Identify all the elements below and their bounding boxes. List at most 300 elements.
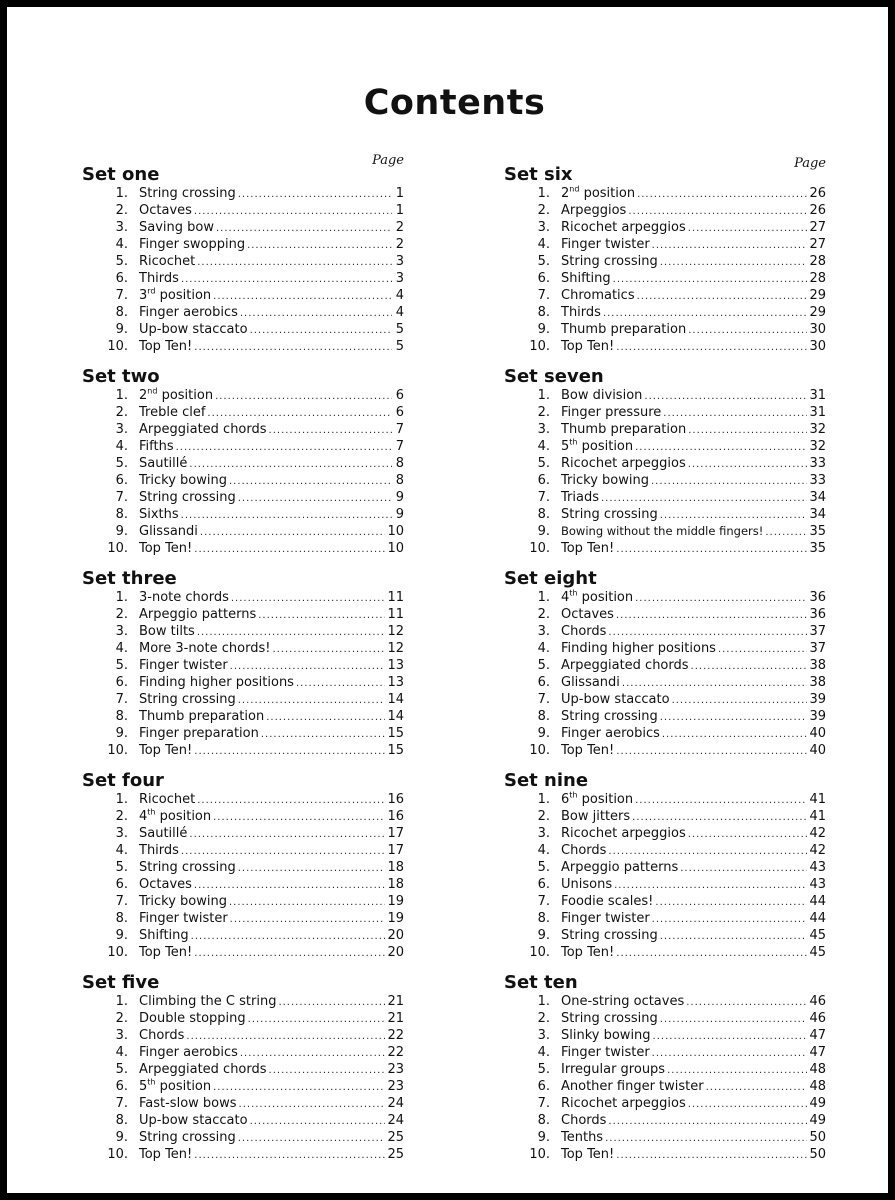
ordinal-suffix: th (147, 1077, 156, 1087)
entry-page-number: 42 (809, 843, 826, 858)
entry-page-number: 1 (395, 203, 404, 218)
contents-entry (82, 506, 404, 523)
dot-leader (238, 692, 386, 709)
set-heading: Set five (82, 972, 160, 993)
dot-leader (197, 624, 386, 641)
entry-title (139, 623, 195, 640)
entry-title (561, 270, 611, 287)
entry-page-number: 21 (387, 1011, 404, 1026)
entry-title (139, 202, 192, 219)
entry-number: 2. (537, 607, 550, 622)
contents-entry (504, 1010, 826, 1027)
entry-page-number: 15 (387, 743, 404, 758)
entry-title-text: Finger twister (139, 911, 228, 926)
entry-title-text: Ricochet arpeggios (561, 826, 686, 841)
entry-number: 4. (115, 1045, 128, 1060)
dot-leader (635, 590, 807, 607)
entry-page-number: 26 (809, 186, 826, 201)
entry-title-text: Finger aerobics (561, 726, 660, 741)
entry-page-number: 18 (387, 860, 404, 875)
entry-number: 5. (115, 1062, 128, 1077)
dot-leader (207, 405, 392, 422)
entry-title (139, 185, 236, 202)
entry-page-number: 37 (809, 641, 826, 656)
entry-title (561, 674, 620, 691)
entry-page-number: 8 (395, 456, 404, 471)
entry-page-number: 5 (395, 322, 404, 337)
entry-title-text: Thirds (139, 271, 179, 286)
entry-title (139, 1061, 267, 1078)
entry-page-number: 50 (809, 1147, 826, 1162)
entry-title (139, 404, 205, 421)
entry-title (139, 691, 236, 708)
entry-number: 4. (537, 1045, 550, 1060)
entry-number: 7. (537, 692, 550, 707)
entry-title (561, 1010, 658, 1027)
entry-number: 4. (115, 843, 128, 858)
page-title: Contents (363, 83, 546, 123)
entry-title-text: Octaves (561, 607, 614, 622)
entry-title (139, 287, 211, 304)
contents-entry (82, 708, 404, 725)
entry-title (561, 304, 601, 321)
entry-number: 2. (115, 607, 128, 622)
entry-title-text: String crossing (561, 507, 658, 522)
set-heading: Set four (82, 770, 164, 791)
contents-entry (504, 489, 826, 506)
contents-entry (504, 927, 826, 944)
contents-entry (82, 404, 404, 421)
entry-title-suffix: position (155, 809, 212, 824)
entry-title (561, 1146, 614, 1163)
entry-page-number: 14 (387, 692, 404, 707)
entry-title-text: Irregular groups (561, 1062, 666, 1077)
entry-title-text: Up-bow staccato (139, 1113, 248, 1128)
entry-title-text: Finger twister (139, 658, 228, 673)
entry-number: 9. (537, 726, 550, 741)
entry-title (561, 606, 614, 623)
entry-title-text: Tricky bowing (139, 473, 227, 488)
dot-leader (213, 809, 385, 826)
dot-leader (718, 641, 808, 658)
dot-leader (637, 288, 808, 305)
dot-leader (194, 541, 385, 558)
entry-number: 7. (115, 692, 128, 707)
dot-leader (660, 254, 808, 271)
contents-entry (504, 421, 826, 438)
entry-title (561, 1129, 603, 1146)
entry-title-text: Thumb preparation (561, 422, 687, 437)
contents-entry (504, 1044, 826, 1061)
entry-page-number: 3 (395, 271, 404, 286)
entry-title-text: Chromatics (561, 288, 635, 303)
contents-entry (504, 185, 826, 202)
dot-leader (197, 254, 392, 271)
contents-set (504, 366, 826, 557)
entry-page-number: 42 (809, 826, 826, 841)
entry-title-text: Chords (561, 1113, 607, 1128)
set-item-list (82, 791, 404, 961)
entry-number: 9. (115, 726, 128, 741)
dot-leader (238, 186, 392, 203)
entry-title-suffix: position (577, 590, 634, 605)
entry-page-number: 12 (387, 624, 404, 639)
entry-number: 1. (115, 388, 128, 403)
entry-title (561, 927, 658, 944)
dot-leader (601, 490, 807, 507)
dot-leader (616, 743, 807, 760)
entry-title-text: Thirds (139, 843, 179, 858)
entry-title (561, 859, 678, 876)
dot-leader (230, 911, 386, 928)
entry-page-number: 39 (809, 692, 826, 707)
contents-column-right (504, 153, 826, 1163)
entry-title-text: 3-note chords (139, 590, 229, 605)
entry-title-text: Up-bow staccato (139, 322, 248, 337)
entry-number: 10. (529, 339, 550, 354)
contents-entry (82, 1027, 404, 1044)
contents-entry (82, 1078, 404, 1095)
entry-page-number: 14 (387, 709, 404, 724)
entry-page-number: 20 (387, 945, 404, 960)
entry-title (561, 1095, 686, 1112)
entry-title (561, 1061, 665, 1078)
entry-page-number: 13 (387, 675, 404, 690)
dot-leader (181, 843, 386, 860)
entry-title (561, 287, 635, 304)
entry-number: 8. (537, 709, 550, 724)
contents-entry (504, 1112, 826, 1129)
entry-title (139, 993, 276, 1010)
entry-page-number: 48 (809, 1079, 826, 1094)
dot-leader (616, 945, 807, 962)
entry-title-text: Tenths (561, 1130, 604, 1145)
dot-leader (616, 607, 808, 624)
contents-entry (504, 1061, 826, 1078)
entry-page-number: 26 (809, 203, 826, 218)
contents-entry (504, 657, 826, 674)
entry-page-number: 27 (809, 237, 826, 252)
contents-set (504, 972, 826, 1163)
entry-title-text: Chords (561, 624, 607, 639)
contents-entry (504, 842, 826, 859)
dot-leader (667, 1062, 807, 1079)
entry-page-number: 19 (387, 911, 404, 926)
entry-page-number: 5 (395, 339, 404, 354)
entry-number: 4. (537, 641, 550, 656)
entry-number: 9. (115, 524, 128, 539)
entry-number: 4. (115, 439, 128, 454)
entry-title (139, 1078, 211, 1095)
entry-title-text: Bow tilts (139, 624, 195, 639)
contents-entry (504, 338, 826, 355)
entry-title (139, 842, 179, 859)
dot-leader (688, 1096, 808, 1113)
entry-title (139, 708, 264, 725)
entry-title-suffix: position (577, 792, 634, 807)
contents-entry (82, 1146, 404, 1163)
entry-number: 1. (537, 388, 550, 403)
contents-entry (504, 589, 826, 606)
entry-page-number: 17 (387, 826, 404, 841)
contents-entry (82, 993, 404, 1010)
contents-entry (504, 472, 826, 489)
entry-title-text: Tricky bowing (561, 473, 649, 488)
entry-title (139, 859, 236, 876)
contents-entry (82, 893, 404, 910)
entry-title-text: 3 (139, 288, 148, 303)
dot-leader (660, 1011, 808, 1028)
entry-page-number: 47 (809, 1028, 826, 1043)
entry-page-number: 40 (809, 743, 826, 758)
dot-leader (635, 439, 807, 456)
entry-title (561, 623, 606, 640)
entry-title (561, 691, 670, 708)
entry-title-text: Tricky bowing (139, 894, 227, 909)
entry-title (139, 253, 195, 270)
entry-number: 2. (115, 809, 128, 824)
entry-title (139, 825, 187, 842)
dot-leader (213, 1079, 385, 1096)
entry-title-text: 2 (139, 388, 148, 403)
contents-entry (504, 506, 826, 523)
entry-number: 4. (537, 237, 550, 252)
entry-title-text: Top Ten! (139, 541, 193, 556)
entry-title (561, 489, 599, 506)
contents-set (82, 568, 404, 759)
entry-title (561, 185, 635, 202)
entry-title (139, 540, 192, 557)
entry-title-text: Bow jitters (561, 809, 631, 824)
entry-number: 3. (115, 1028, 128, 1043)
entry-number: 6. (115, 675, 128, 690)
dot-leader (616, 541, 807, 558)
dot-leader (216, 220, 392, 237)
dot-leader (213, 288, 392, 305)
entry-page-number: 30 (809, 339, 826, 354)
entry-number: 1. (537, 186, 550, 201)
dot-leader (240, 1045, 386, 1062)
entry-number: 1. (115, 186, 128, 201)
entry-page-number: 3 (395, 254, 404, 269)
dot-leader (688, 220, 808, 237)
entry-number: 8. (115, 911, 128, 926)
entry-number: 5. (537, 456, 550, 471)
entry-number: 4. (537, 439, 550, 454)
entry-title-text: 4 (561, 590, 570, 605)
entry-number: 3. (115, 422, 128, 437)
entry-title-text: Top Ten! (139, 1147, 193, 1162)
entry-number: 8. (115, 305, 128, 320)
contents-entry (504, 270, 826, 287)
entry-title (139, 944, 192, 961)
entry-title (561, 421, 686, 438)
contents-entry (504, 1129, 826, 1146)
contents-entry (82, 1112, 404, 1129)
set-heading: Set nine (504, 770, 589, 791)
dot-leader (635, 792, 807, 809)
entry-title (561, 657, 689, 674)
entry-page-number: 43 (809, 860, 826, 875)
contents-entry (82, 725, 404, 742)
entry-page-number: 46 (809, 994, 826, 1009)
entry-page-number: 34 (809, 507, 826, 522)
entry-page-number: 33 (809, 473, 826, 488)
dot-leader (663, 405, 807, 422)
entry-title-text: Octaves (139, 203, 192, 218)
entry-title-text: 5 (561, 439, 570, 454)
set-heading: Set six (504, 164, 573, 185)
dot-leader (706, 1079, 808, 1096)
entry-number: 6. (115, 877, 128, 892)
entry-number: 7. (115, 894, 128, 909)
contents-entry (504, 202, 826, 219)
entry-title-text: Unisons (561, 877, 613, 892)
contents-entry (82, 859, 404, 876)
entry-title-text: Sautillé (139, 826, 188, 841)
entry-page-number: 49 (809, 1113, 826, 1128)
dot-leader (250, 322, 392, 339)
entry-title (139, 219, 214, 236)
dot-leader (660, 928, 808, 945)
entry-number: 1. (115, 590, 128, 605)
set-item-list (504, 993, 826, 1163)
entry-number: 5. (537, 860, 550, 875)
contents-entry (504, 876, 826, 893)
contents-entry (82, 489, 404, 506)
entry-title (561, 321, 686, 338)
entry-title (561, 1112, 606, 1129)
contents-entry (504, 219, 826, 236)
entry-title-text: Triads (561, 490, 599, 505)
entry-page-number: 7 (395, 439, 404, 454)
entry-title (561, 842, 606, 859)
entry-title (139, 1010, 246, 1027)
entry-title-text: String crossing (139, 692, 236, 707)
entry-title-text: String crossing (139, 1130, 236, 1145)
entry-title-text: Sixths (139, 507, 179, 522)
entry-page-number: 22 (387, 1045, 404, 1060)
entry-number: 9. (115, 928, 128, 943)
dot-leader (644, 388, 807, 405)
contents-entry (82, 876, 404, 893)
entry-number: 7. (537, 1096, 550, 1111)
entry-title (139, 506, 179, 523)
entry-page-number: 31 (809, 388, 826, 403)
contents-entry (82, 1010, 404, 1027)
dot-leader (239, 1096, 386, 1113)
set-heading: Set one (82, 164, 160, 185)
contents-entry (82, 791, 404, 808)
entry-title-text: Finger aerobics (139, 305, 238, 320)
entry-title (139, 472, 227, 489)
entry-page-number: 11 (387, 607, 404, 622)
entry-title (139, 321, 248, 338)
entry-page-number: 50 (809, 1130, 826, 1145)
entry-title-text: Arpeggio patterns (139, 607, 257, 622)
entry-page-number: 21 (387, 994, 404, 1009)
entry-page-number: 27 (809, 220, 826, 235)
entry-title-suffix: position (577, 439, 634, 454)
entry-page-number: 24 (387, 1096, 404, 1111)
entry-title (561, 202, 626, 219)
entry-title (561, 1044, 650, 1061)
dot-leader (186, 1028, 385, 1045)
contents-entry (82, 236, 404, 253)
entry-title (561, 944, 614, 961)
entry-title-text: More 3-note chords! (139, 641, 271, 656)
entry-title-suffix: position (155, 1079, 212, 1094)
contents-entry (82, 270, 404, 287)
contents-set (504, 770, 826, 961)
contents-entry (82, 640, 404, 657)
entry-page-number: 12 (387, 641, 404, 656)
entry-number: 8. (537, 911, 550, 926)
entry-title (561, 472, 649, 489)
entry-number: 10. (529, 1147, 550, 1162)
entry-title (561, 589, 633, 606)
entry-title-text: Finger twister (561, 237, 650, 252)
entry-title-text: Bowing without the middle fingers! (561, 524, 764, 538)
contents-entry (82, 927, 404, 944)
contents-entry (82, 253, 404, 270)
ordinal-suffix: th (569, 790, 578, 800)
dot-leader (194, 945, 385, 962)
contents-entry (504, 993, 826, 1010)
entry-title-text: String crossing (561, 1011, 658, 1026)
contents-entry (504, 236, 826, 253)
page-column-label: Page (372, 153, 404, 168)
dot-leader (189, 456, 392, 473)
entry-title-text: Finger aerobics (139, 1045, 238, 1060)
entry-title-text: Arpeggios (561, 203, 627, 218)
entry-number: 5. (115, 456, 128, 471)
entry-page-number: 4 (395, 305, 404, 320)
entry-title-text: Finger twister (561, 1045, 650, 1060)
entry-number: 1. (537, 994, 550, 1009)
contents-entry (82, 606, 404, 623)
entry-page-number: 19 (387, 894, 404, 909)
contents-entry (504, 540, 826, 557)
entry-title-text: Thirds (561, 305, 601, 320)
entry-number: 8. (537, 305, 550, 320)
entry-page-number: 9 (395, 507, 404, 522)
entry-number: 7. (537, 490, 550, 505)
contents-entry (504, 321, 826, 338)
entry-title-text: Finger twister (561, 911, 650, 926)
entry-title-text: Ricochet (139, 254, 196, 269)
contents-entry (82, 472, 404, 489)
set-heading: Set two (82, 366, 160, 387)
entry-title (139, 791, 195, 808)
contents-set (504, 568, 826, 759)
entry-title (139, 489, 236, 506)
entry-number: 5. (537, 1062, 550, 1077)
dot-leader (238, 1130, 386, 1147)
entry-title (139, 893, 227, 910)
entry-number: 7. (537, 288, 550, 303)
dot-leader (605, 1130, 807, 1147)
entry-number: 2. (537, 809, 550, 824)
set-item-list (504, 387, 826, 557)
entry-number: 9. (115, 1130, 128, 1145)
entry-page-number: 38 (809, 675, 826, 690)
contents-entry (82, 1044, 404, 1061)
entry-title (561, 404, 661, 421)
dot-leader (652, 911, 808, 928)
entry-number: 5. (537, 658, 550, 673)
set-item-list (82, 993, 404, 1163)
